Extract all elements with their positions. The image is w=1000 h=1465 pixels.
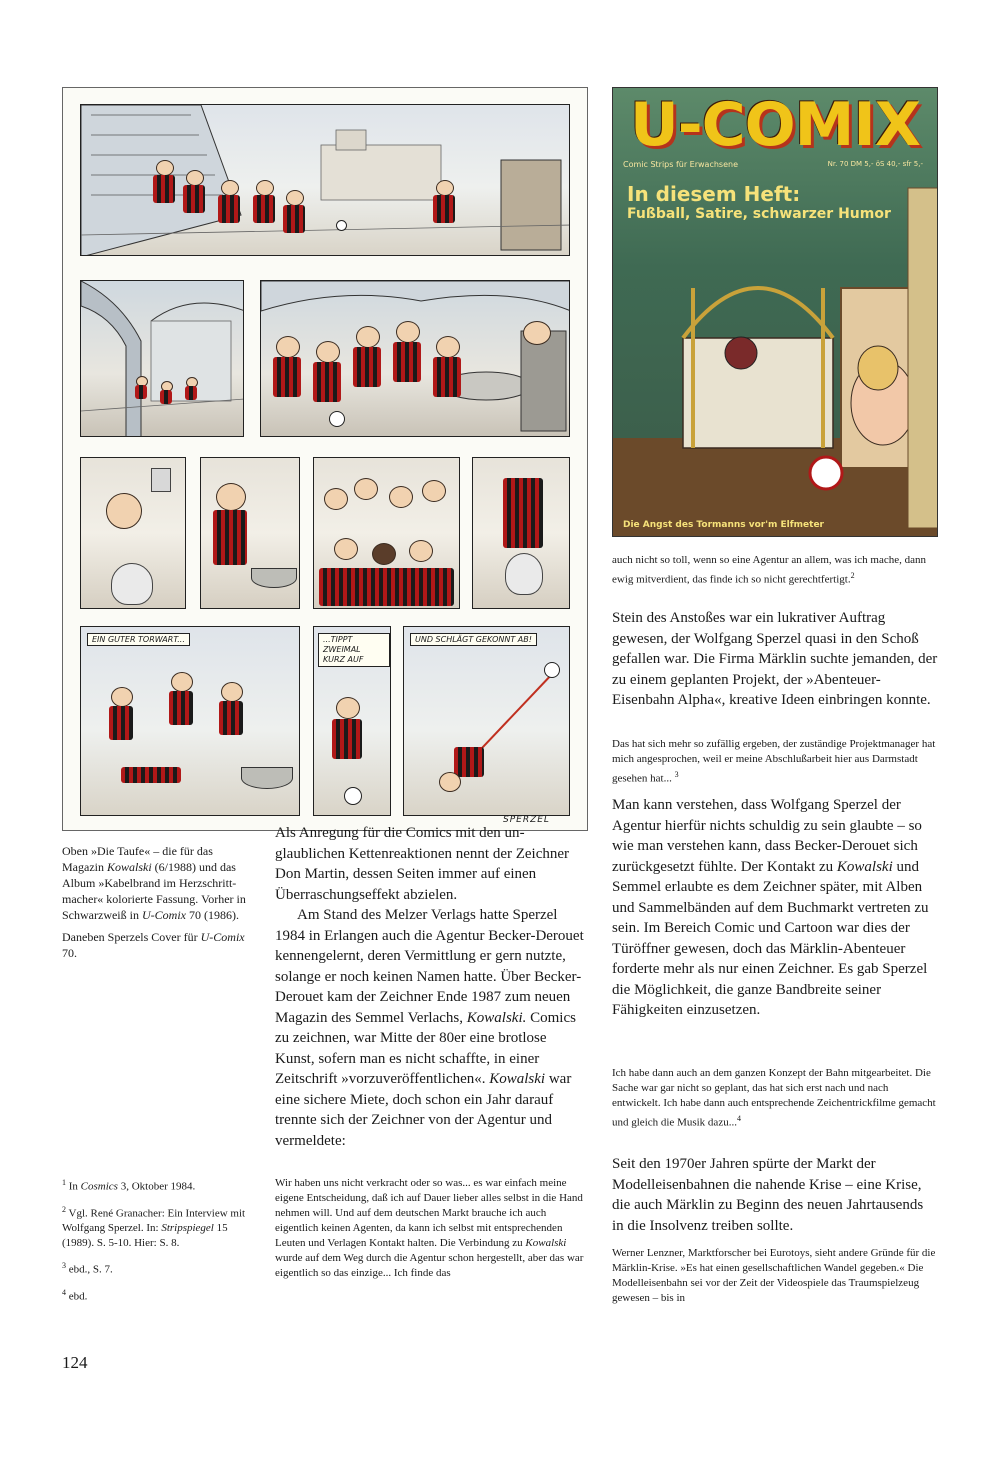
comic-panel-8 [80,626,300,816]
comic-page-image [62,87,588,831]
paragraph-3: Stein des Anstoßes war ein lukrativer Auftrag gewesen, der Wolfgang Sperzel quasi in den Schoß gefallen war. Die Firma Märklin suchte jemanden, der zu einem geplanten Projekt, der »Abenteuer-Eisenbahn Alpha«, kreative Ideen einbringen konnte. [612,610,938,708]
cover-meta: Nr. 70 DM 5,- öS 40,- sfr 5,- [827,160,923,168]
quote-4: Werner Lenzner, Marktforscher bei Eurotoys, sieht andere Gründe für die Märklin-Krise. »Es hat einen gesellschaftlichen Wandel gegeben.« Die Modelleisenbahn sei vor der Zeit der Videospiele das Traumspielzeug gewesen – bis in [612,1247,936,1304]
caption-2-text-end: 70. [62,946,77,960]
comic-panel-5 [200,457,300,609]
footnote-2: $^2$ Vgl. René Granacher: Ein Interview mit Wolfgang Sperzel. In: Stripspiegel 15 (1989). S. 5-10. Hier: S. 8. [62,1204,246,1250]
comic-panel-3 [260,280,570,437]
cover-bottom-line: Die Angst des Tormanns vor'm Elfmeter [623,520,824,530]
caption-1-text: Oben »Die Taufe« – die für das Magazin [62,844,213,874]
paragraph-4: Man kann verstehen, dass Wolfgang Sperzel der Agentur hierfür nichts schuldig zu sein glaubte – so wie man verstehen kann, dass Becker-Derouet sich zurückgesetzt fühlte. Der Kontakt zu Kowalski und Semmel erlaubte es dem Zeichner später, mit Alben und Sammelbänden auf dem Buchmarkt vertreten zu sein. Im Bereich Comic und Cartoon war dies der Türöffner gewesen, doch das Märklin-Abenteuer forderte mehr als nur einen Zeichner. Es gab Sperzel die Möglichkeit, die ganze Bandbreite seiner Fähigkeiten einzusetzen. [612,797,929,1018]
comic-panel-4 [80,457,186,609]
caption-1-magazine: Kowalski [106,860,152,874]
paragraph-1: Als Anregung für die Comics mit den unglaublichen Kettenreaktionen nennt der Zeichner Don Martin, dessen Seiten immer auf einen Überraschungseffekt abzielen. [275,825,570,903]
paragraph-2: Am Stand des Melzer Verlags hatte Sperzel 1984 in Erlangen auch die Agentur Becker-Derouet kennengelernt, deren Vermittlung er gern nutzte, solange er noch keinen Namen hatte. Über Becker-Derouet kam der Zeichner Ende 1987 zum neuen Magazin des Semmel Verlachs, Kowalski. Comics zu zeichnen, war Mitte der 80er eine brotlose Kunst, sofern man es nicht schaffte, in einer Zeitschrift »vorzuveröffentlichen«. Kowalski war eine sichere Miete, doch schon ein Jahr darauf trennte sich der Zeichner von der Agentur und vermeldete: [275,907,584,1149]
caption-2-text: Daneben Sperzels Cover für [62,930,201,944]
comic-signature: SPERZEL [503,815,550,825]
caption-1-text-mid: (6/1988) und das Album »Kabelbrand im Herzschrittmacher« kolorierte Fassung. Vorher in Schwarzweiß in [62,860,246,922]
cover-heft-label: In diesem Heft: [627,182,801,206]
cover-title: U-COMIX [630,90,920,160]
comic-panel-6 [313,457,460,609]
comic-panel-7 [472,457,570,609]
cover-subtitle: Comic Strips für Erwachsene [623,160,739,169]
comic-caption-2: ...TIPPT ZWEIMAL KURZ AUF [318,633,390,667]
paragraph-5: Seit den 1970er Jahren spürte der Markt der Modelleisenbahnen die nahende Krise – eine Krise, die auch Märklin zu Beginn des neuen Jahrtausends in die Insolvenz treiben sollte. [612,1156,924,1234]
middle-column [275,823,588,1151]
comic-caption-3: UND SCHLÄGT GEKONNT AB! [410,633,537,646]
page-number: 124 [62,1353,88,1372]
quote-1: Wir haben uns nicht verkracht oder so was... es war einfach meine eigene Entscheidung, daß ich auf Dauer lieber alles selbst in die Hand nehmen will. Und auf dem deutschen Markt brauche ich auch eigentlich keinen Agenten, da kann ich selbst mit entsprechenden Leuten und Verlagen Kontakt halten. Die Verbindung zu Kowalski wurde auf dem Weg durch die Agentur schon hergestellt, aber das war eigentlich so das einzige... Ich finde das [275,1177,584,1279]
comic-caption-1: EIN GUTER TORWART... [87,633,190,646]
quote-1-continued: auch nicht so toll, wenn so eine Agentur an allem, was ich mache, dann ewig mitverdient, das finde ich so nicht gerechtfertigt.$^2$ [612,554,927,586]
quote-3: Ich habe dann auch an dem ganzen Konzept der Bahn mitgearbeitet. Die Sache war gar nicht so geplant, das hat sich erst nach und nach entwickelt. Ich habe dann auch entsprechende Zeichentrickfilme gemacht und gleich die Musik dazu...$^4$ [612,1067,936,1129]
comic-panel-1 [80,104,570,256]
figure-caption [62,843,247,961]
quote-2: Das hat sich mehr so zufällig ergeben, der zuständige Projektmanager hat mich angesprochen, weil er meine Abschlußarbeit hier aus Darmstadt gesehen hat... $^3$ [612,738,936,785]
footnotes [62,1175,247,1305]
cover-topics: Fußball, Satire, schwarzer Humor [627,206,891,222]
u-comix-cover-image [612,87,938,537]
footnote-1: $^1$ In Cosmics 3, Oktober 1984. [62,1178,196,1193]
footnote-4: $^4$ ebd. [62,1287,88,1303]
footnote-3: $^3$ ebd., S. 7. [62,1261,113,1276]
caption-1-ucomix: U-Comix [141,908,186,922]
caption-2-ucomix: U-Comix [200,930,245,944]
caption-1-text-end: 70 (1986). [185,908,239,922]
cover-illustration [613,88,938,537]
comic-panel-9 [313,626,391,816]
comic-panel-10 [403,626,570,816]
comic-panel-2 [80,280,244,437]
